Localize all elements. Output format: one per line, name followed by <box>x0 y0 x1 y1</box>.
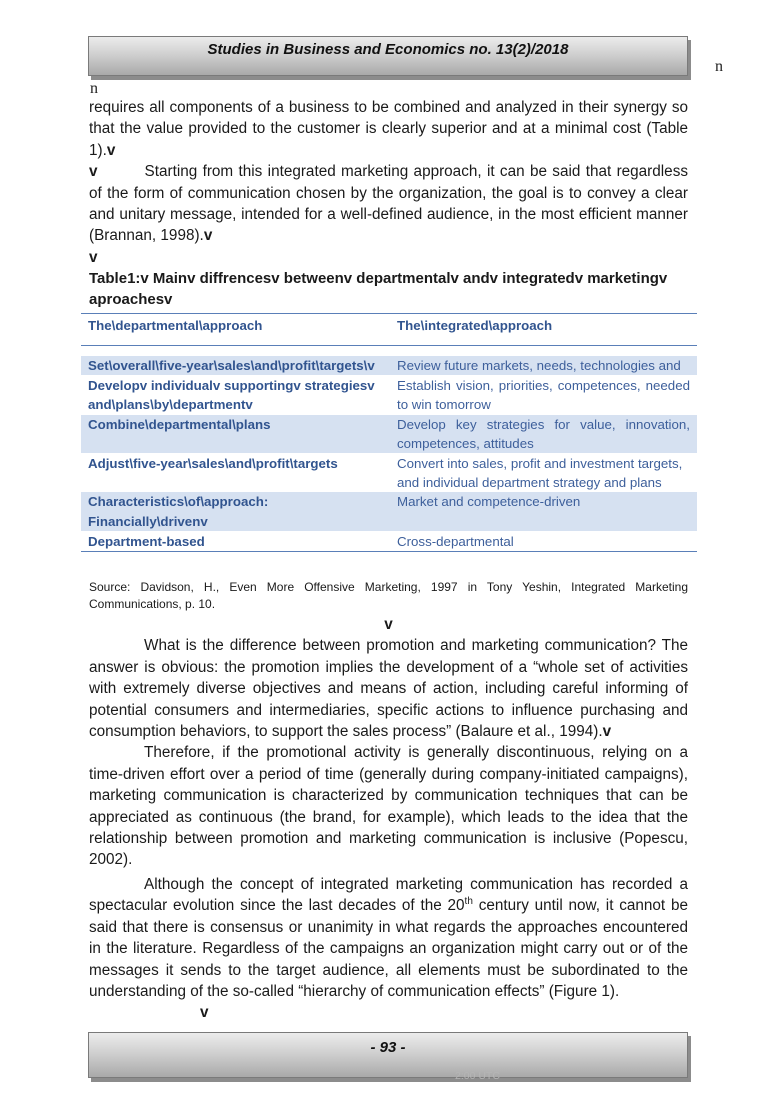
end-mark: v <box>200 1004 209 1022</box>
table-cell: Establish vision, priorities, competences, needed to win tomorrow <box>390 376 697 415</box>
stray-char-right: n <box>715 58 723 75</box>
paragraph: Although the concept of integrated marketing communication has recorded a spectacular evolution since the last decades of the 20th century until now, it cannot be said that there is consensus or unanimity in what regards the approaches encountered in the literature. Regardless of the campaigns an organization might carry out or of the messages it sends to the target audience, all elements must be subordinated to the understanding of the so-called “hierarchy of communication effects” (Figure 1). <box>89 875 688 1000</box>
comparison-table <box>81 313 697 552</box>
table-row <box>81 356 697 376</box>
paragraph: v Starting from this integrated marketing approach, it can be said that regardless of the form of communication chosen by the organization, the goal is to convey a clear and unitary message, intended for a well-defined audience, in the most efficient manner (Brannan, 1998).v <box>89 163 688 245</box>
table-cell: Develop key strategies for value, innovation, competences, attitudes <box>390 415 697 454</box>
download-watermark: 2:00 UTC <box>455 1070 500 1082</box>
page-number: - 93 - <box>370 1038 406 1056</box>
table-row <box>81 531 697 551</box>
journal-header <box>88 36 688 76</box>
table-cell: Adjust\five-year\sales\and\profit\targets <box>81 454 390 493</box>
table-cell: Convert into sales, profit and investment targets, and individual department strategy and plans <box>390 454 697 493</box>
table-title: Table1:v Mainv diffrencesv betweenv departmentalv andv integratedv marketingv aproachesv <box>89 270 668 309</box>
table-header-cell: The\integrated\approach <box>390 314 697 346</box>
paragraph: What is the difference between promotion and marketing communication? The answer is obvious: the promotion implies the development of a “whole set of activities with extremely diverse objectives and means of action, including careful informing of potential consumers and intermediaries, specific actions to influence purchasing and consumption behaviors, to support the sales process” (Balaure et al., 1994).v <box>89 637 688 741</box>
table-row <box>81 454 697 493</box>
paragraph: requires all components of a business to be combined and analyzed in their synergy so that the value provided to the customer is clearly superior and at a minimal cost (Table 1).v <box>89 99 688 159</box>
journal-title: Studies in Business and Economics no. 13(2)/2018 <box>207 40 569 58</box>
table-row <box>81 376 697 415</box>
table-header-row <box>81 314 697 346</box>
body-bottom <box>89 614 688 1024</box>
table-cell: Developv individualv supportingv strategiesv and\plans\by\departmentv <box>81 376 390 415</box>
table-cell: Characteristics\of\approach: Financially\drivenv <box>81 492 390 531</box>
table-source: Source: Davidson, H., Even More Offensive Marketing, 1997 in Tony Yeshin, Integrated Marketing Communications, p. 10. <box>89 580 688 611</box>
table-cell: Market and competence-driven <box>390 492 697 531</box>
paragraph: Therefore, if the promotional activity is generally discontinuous, relying on a time-driven effort over a period of time (generally during company-initiated campaigns), marketing communication is characterized by communication techniques that can be appreciated as continuous (the brand, for example), which leads to the idea that the relationship between promotion and marketing communication is inclusive (Popescu, 2002). <box>89 744 688 869</box>
table-mark: v <box>89 248 98 266</box>
stray-char-left: n <box>90 80 98 97</box>
page-footer <box>88 1032 688 1078</box>
table-cell: Review future markets, needs, technologies and <box>390 356 697 376</box>
table-row <box>81 492 697 531</box>
table-header-cell: The\departmental\approach <box>81 314 390 346</box>
table-cell: Combine\departmental\plans <box>81 415 390 454</box>
body-top <box>89 97 688 310</box>
table-cell: Set\overall\five-year\sales\and\profit\targets\v <box>81 356 390 376</box>
table-cell: Cross-departmental <box>390 531 697 551</box>
separator-mark: v <box>384 616 393 633</box>
table-row <box>81 415 697 454</box>
table-cell: Department-based <box>81 531 390 551</box>
